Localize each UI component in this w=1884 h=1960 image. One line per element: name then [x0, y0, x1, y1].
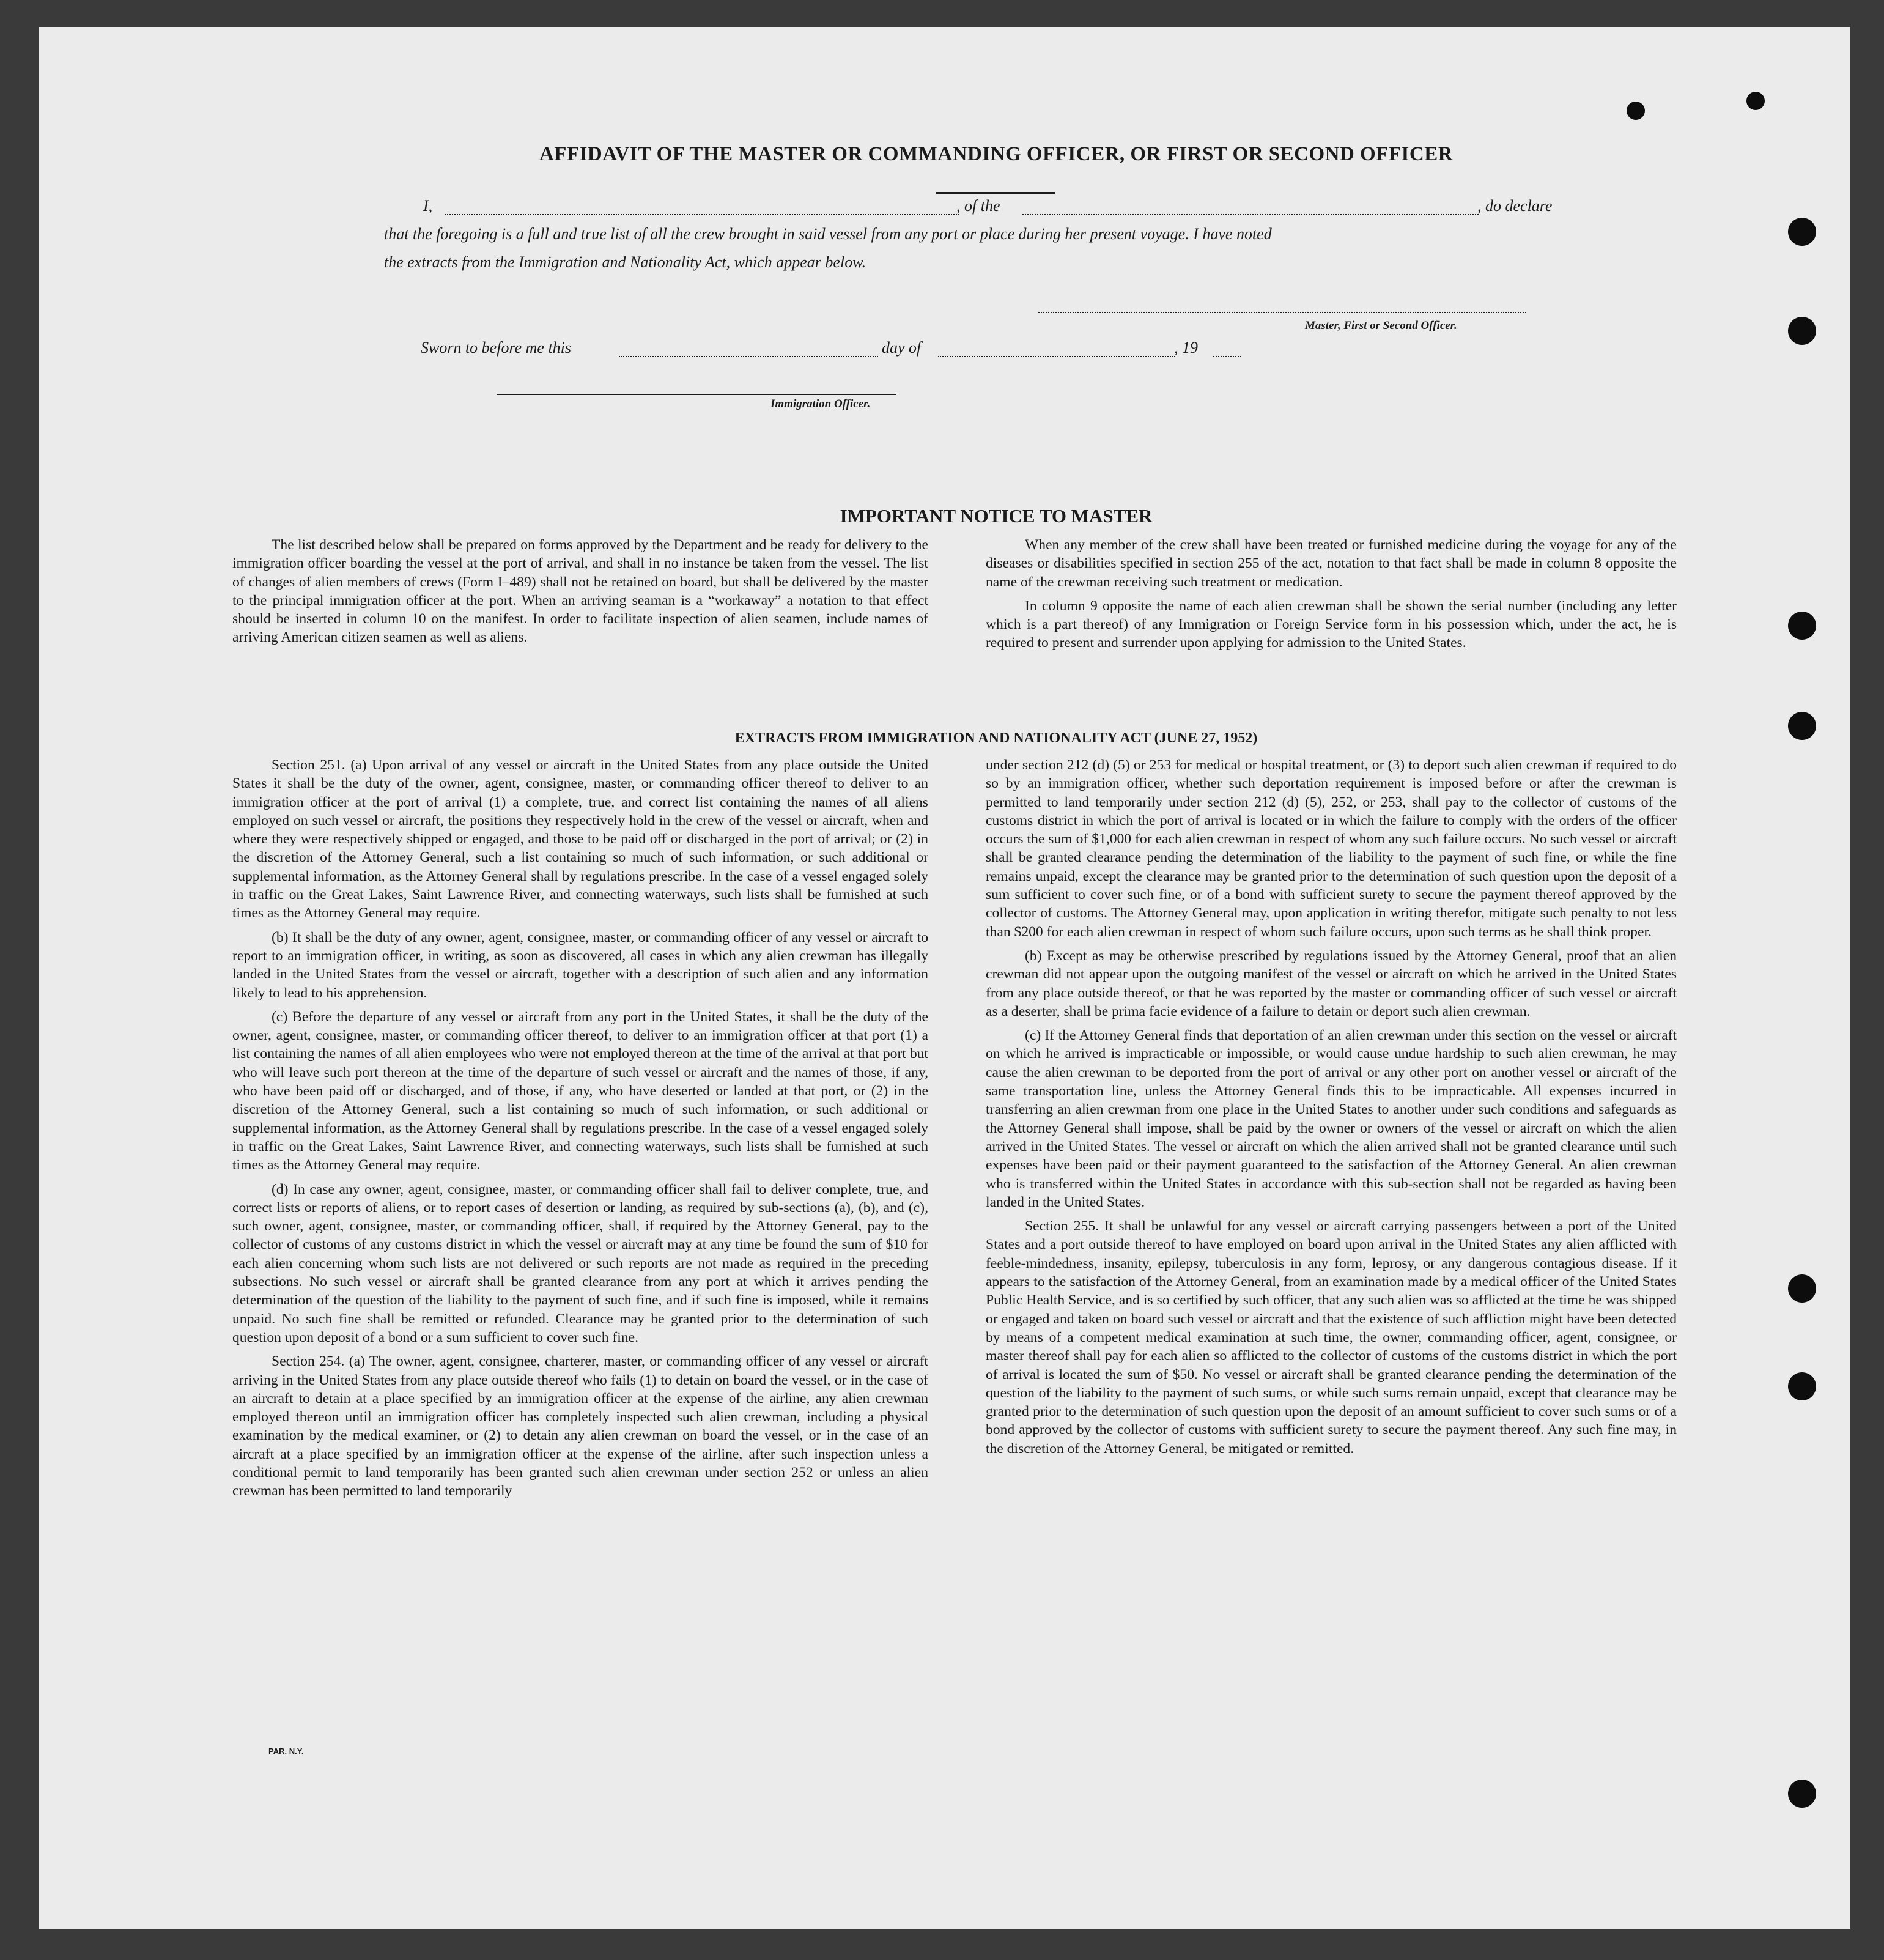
section-251d-paragraph: (d) In case any owner, agent, consignee, master, or commanding officer shall fail to deliver complete, true, and correct lists or reports of aliens, or to report cases of desertion or landing, as required by sub-sections (a), (b), and (c), such owner, agent, consignee, master, or commanding officer, shall, if required by the Attorney General, pay to the collector of customs of any customs district in which the vessel or aircraft may at any time be found the sum of $10 for each alien concerning whom such lists are not delivered or such reports are not made as required in the preceding subsections. No such vessel or aircraft shall be granted clearance from any port at which it arrives pending the determination of the question of the liability to the payment of such fine, and if such fine is imposed, while it remains unpaid. No such fine shall be remitted or refunded. Clearance may be granted prior to the determination of such question upon deposit of a bond or a sum sufficient to cover such fine.	[232, 1181, 928, 1345]
notice-right-column	[986, 536, 1677, 653]
notice-right-paragraph: In column 9 opposite the name of each alien crewman shall be shown the serial number (including any letter which is a part thereof) of any Immigration or Foreign Service form in his possession which, under the act, he is required to present and surrender upon applying for admission to the United States.	[986, 597, 1677, 651]
notice-left-paragraph: The list described below shall be prepared on forms approved by the Department and be ready for delivery to the immigration officer boarding the vessel at the port of arrival, and shall in no instance be taken from the vessel. The list of changes of alien members of crews (Form I–489) shall not be retained on board, but shall be delivered by the master to the principal immigration officer at the port. When an arriving seaman is a “workaway” a notation to that effect should be inserted in column 10 on the manifest. In order to facilitate inspection of alien seamen, include names of arriving American citizen seamen as well as aliens.	[232, 537, 928, 646]
i-label: I,	[423, 197, 433, 215]
title-divider	[936, 192, 1055, 194]
notice-right-paragraph: When any member of the crew shall have been treated or furnished medicine during the voyage for any of the diseases or disabilities specified in section 255 of the act, notation to that fact shall be made in column 8 opposite the name of the crewman receiving such treatment or medication.	[986, 537, 1677, 590]
vessel-field[interactable]	[1022, 214, 1479, 215]
section-254a-continued: under section 212 (d) (5) or 253 for medical or hospital treatment, or (3) to deport such alien crewman if required to do so by an immigration officer, whether such deportation requirement is imposed before or after the crewman is permitted to land temporarily under section 212 (d) (5), 252, or 253, shall pay to the collector of customs of the customs district in which the port of arrival is located or in which the failure to comply with the orders of the officer occurs the sum of $1,000 for each alien crewman in respect of whom any such failure occurs. No such vessel or aircraft shall be granted clearance pending the determination of the liability to the payment of such fine, or while the fine remains unpaid, except the clearance may be granted prior to the determination of such question upon the deposit of a sum sufficient to cover such fine, or of a bond with sufficient surety to secure the payment thereof approved by the collector of customs. The Attorney General may, upon application in writing therefor, mitigate such penalty to not less than $200 for each alien crewman in respect of whom such failure occurs, upon such terms as he shall think proper.	[986, 757, 1677, 940]
name-field[interactable]	[445, 214, 959, 215]
day-of-label: day of	[882, 339, 922, 357]
immigration-officer-label: Immigration Officer.	[770, 398, 871, 410]
do-declare-label: , do declare	[1477, 197, 1553, 215]
section-254c-paragraph: (c) If the Attorney General finds that deportation of an alien crewman under this section on the vessel or aircraft on which he arrived is impracticable or impossible, or would cause undue hardship to such alien crewman, he may cause the alien crewman to be deported from the port of arrival or any other port on another vessel or aircraft of the same transportation line, unless the Attorney General finds this to be impracticable. All expenses incurred in transferring an alien crewman from one place in the United States to another under such conditions and safeguards as the Attorney General shall impose, shall be paid by the owner or owners of the vessel or aircraft on which the alien arrived in the United States. The vessel or aircraft on which the alien arrived shall not be granted clearance until such expenses have been paid or their payment guaranteed to the satisfaction of the Attorney General. An alien crewman who is transferred within the United States in accordance with this sub-section shall not be regarded as having been landed in the United States.	[986, 1027, 1677, 1210]
notice-left-column	[232, 536, 928, 647]
immigration-officer-signature-field[interactable]	[497, 394, 896, 395]
section-255-paragraph: Section 255. It shall be unlawful for any vessel or aircraft carrying passengers between a port of the United States and a port outside thereof to have employed on board upon arrival in the United States any alien afflicted with feeble-mindedness, insanity, epilepsy, tuberculosis in any form, leprosy, or any dangerous contagious disease. If it appears to the satisfaction of the Attorney General, from an examination made by a medical officer of the United States Public Health Service, and is so certified by such officer, that any such alien was so afflicted at the time he was shipped or engaged and taken on board such vessel or aircraft and that the existence of such affliction might have been detected by means of a competent medical examination at such time, the owner, commanding officer, agent, consignee, or master thereof shall pay for each alien so afflicted to the collector of customs of the customs district in which the port of arrival is located the sum of $50. No vessel or aircraft shall be granted clearance pending the determination of the question of the liability to the payment of such sums, or while such sums remain unpaid, except that clearance may be granted prior to the determination of such question upon the deposit of an amount sufficient to cover such sums or of a bond approved by the collector of customs with sufficient surety to secure the payment thereof. Any such fine may, in the discretion of the Attorney General, be mitigated or remitted.	[986, 1218, 1677, 1457]
affidavit-title: AFFIDAVIT OF THE MASTER OR COMMANDING OFFICER, OR FIRST OR SECOND OFFICER	[539, 143, 1454, 165]
extracts-left-column	[232, 756, 928, 1501]
declaration-line-2: that the foregoing is a full and true list of all the crew brought in said vessel from any port or place during her present voyage. I have noted	[384, 225, 1272, 243]
punch-hole	[1788, 1372, 1816, 1400]
extracts-right-column	[986, 756, 1677, 1458]
punch-hole	[1788, 317, 1816, 345]
notice-title: IMPORTANT NOTICE TO MASTER	[840, 505, 1153, 527]
extracts-title: EXTRACTS FROM IMMIGRATION AND NATIONALITY ACT (JUNE 27, 1952)	[734, 730, 1258, 746]
sworn-month-field[interactable]	[938, 356, 1175, 357]
sworn-year-field[interactable]	[1213, 356, 1241, 357]
punch-hole	[1788, 712, 1816, 740]
sworn-day-field[interactable]	[619, 356, 878, 357]
year-label: , 19	[1174, 339, 1198, 357]
ink-blot	[1627, 102, 1645, 120]
section-251b-paragraph: (b) It shall be the duty of any owner, agent, consignee, master, or commanding officer of any vessel or aircraft to report to an immigration officer, in writing, as soon as discovered, all cases in which any alien crewman has illegally landed in the United States from the vessel or aircraft, together with a description of such alien and any information likely to lead to his apprehension.	[232, 929, 928, 1001]
declaration-line-3: the extracts from the Immigration and Nationality Act, which appear below.	[384, 253, 866, 271]
section-254a-paragraph: Section 254. (a) The owner, agent, consignee, charterer, master, or commanding officer of any vessel or aircraft arriving in the United States from any place outside thereof who fails (1) to detain on board the vessel, or in the case of an aircraft to detain at a place specified by an immigration officer at the expense of the airline, any alien crewman employed thereon until an immigration officer has completely inspected such alien crewman, including a physical examination by the medical examiner, or (2) to detain any alien crewman on board the vessel, or in the case of an aircraft at a place specified by an immigration officer at the expense of the airline, after such inspection unless a conditional permit to land temporarily has been granted such alien crewman under section 252 or unless an alien crewman has been permitted to land temporarily	[232, 1353, 928, 1500]
of-the-label: , of the	[956, 197, 1000, 215]
master-signature-label: Master, First or Second Officer.	[1305, 319, 1457, 332]
master-signature-field[interactable]	[1038, 312, 1526, 313]
section-251a-paragraph: Section 251. (a) Upon arrival of any vessel or aircraft in the United States from any place outside the United States it shall be the duty of the owner, agent, consignee, master, or commanding officer thereof to deliver to an immigration officer at the port of arrival (1) a complete, true, and correct list containing the names of all aliens employed on such vessel or aircraft, the positions they respectively hold in the crew of the vessel or aircraft, when and where they were respectively shipped or engaged, and those to be paid off or discharged in the port of arrival; or (2) in the discretion of the Attorney General, such a list containing so much of such information, or such additional or supplemental information, as the Attorney General shall by regulations prescribe. In the case of a vessel engaged solely in traffic on the Great Lakes, Saint Lawrence River, and connecting waterways, such lists shall be furnished at such times as the Attorney General may require.	[232, 757, 928, 922]
sworn-label: Sworn to before me this	[421, 339, 572, 357]
section-254b-paragraph: (b) Except as may be otherwise prescribed by regulations issued by the Attorney General, proof that an alien crewman did not appear upon the outgoing manifest of the vessel or aircraft on which he arrived in the United States from any place outside thereof, or that he was reported by the master or commanding officer of such vessel or aircraft as a deserter, shall be prima facie evidence of a failure to detain or deport such alien crewman.	[986, 947, 1677, 1019]
printer-mark: PAR. N.Y.	[268, 1747, 304, 1756]
punch-hole	[1788, 612, 1816, 640]
punch-hole	[1788, 1780, 1816, 1808]
ink-blot	[1746, 92, 1765, 110]
punch-hole	[1788, 218, 1816, 246]
form-page	[39, 27, 1850, 1929]
punch-hole	[1788, 1274, 1816, 1303]
section-251c-paragraph: (c) Before the departure of any vessel or aircraft from any port in the United States, it shall be the duty of the owner, agent, consignee, master, or commanding officer thereof, to deliver to an immigration officer at that port (1) a list containing the names of all alien employees who were not employed thereon at the time of the arrival at that port but who will leave such port thereon at the time of the departure of such vessel or aircraft and the names of those, if any, who have been paid off or discharged, and of those, if any, who have deserted or landed at that port, or (2) in the discretion of the Attorney General, such a list containing so much of such information, or such additional or supplemental information, as the Attorney General shall by regulations prescribe. In the case of a vessel engaged solely in traffic on the Great Lakes, Saint Lawrence River, and connecting waterways, such lists shall be furnished at such times as the Attorney General may require.	[232, 1008, 928, 1174]
